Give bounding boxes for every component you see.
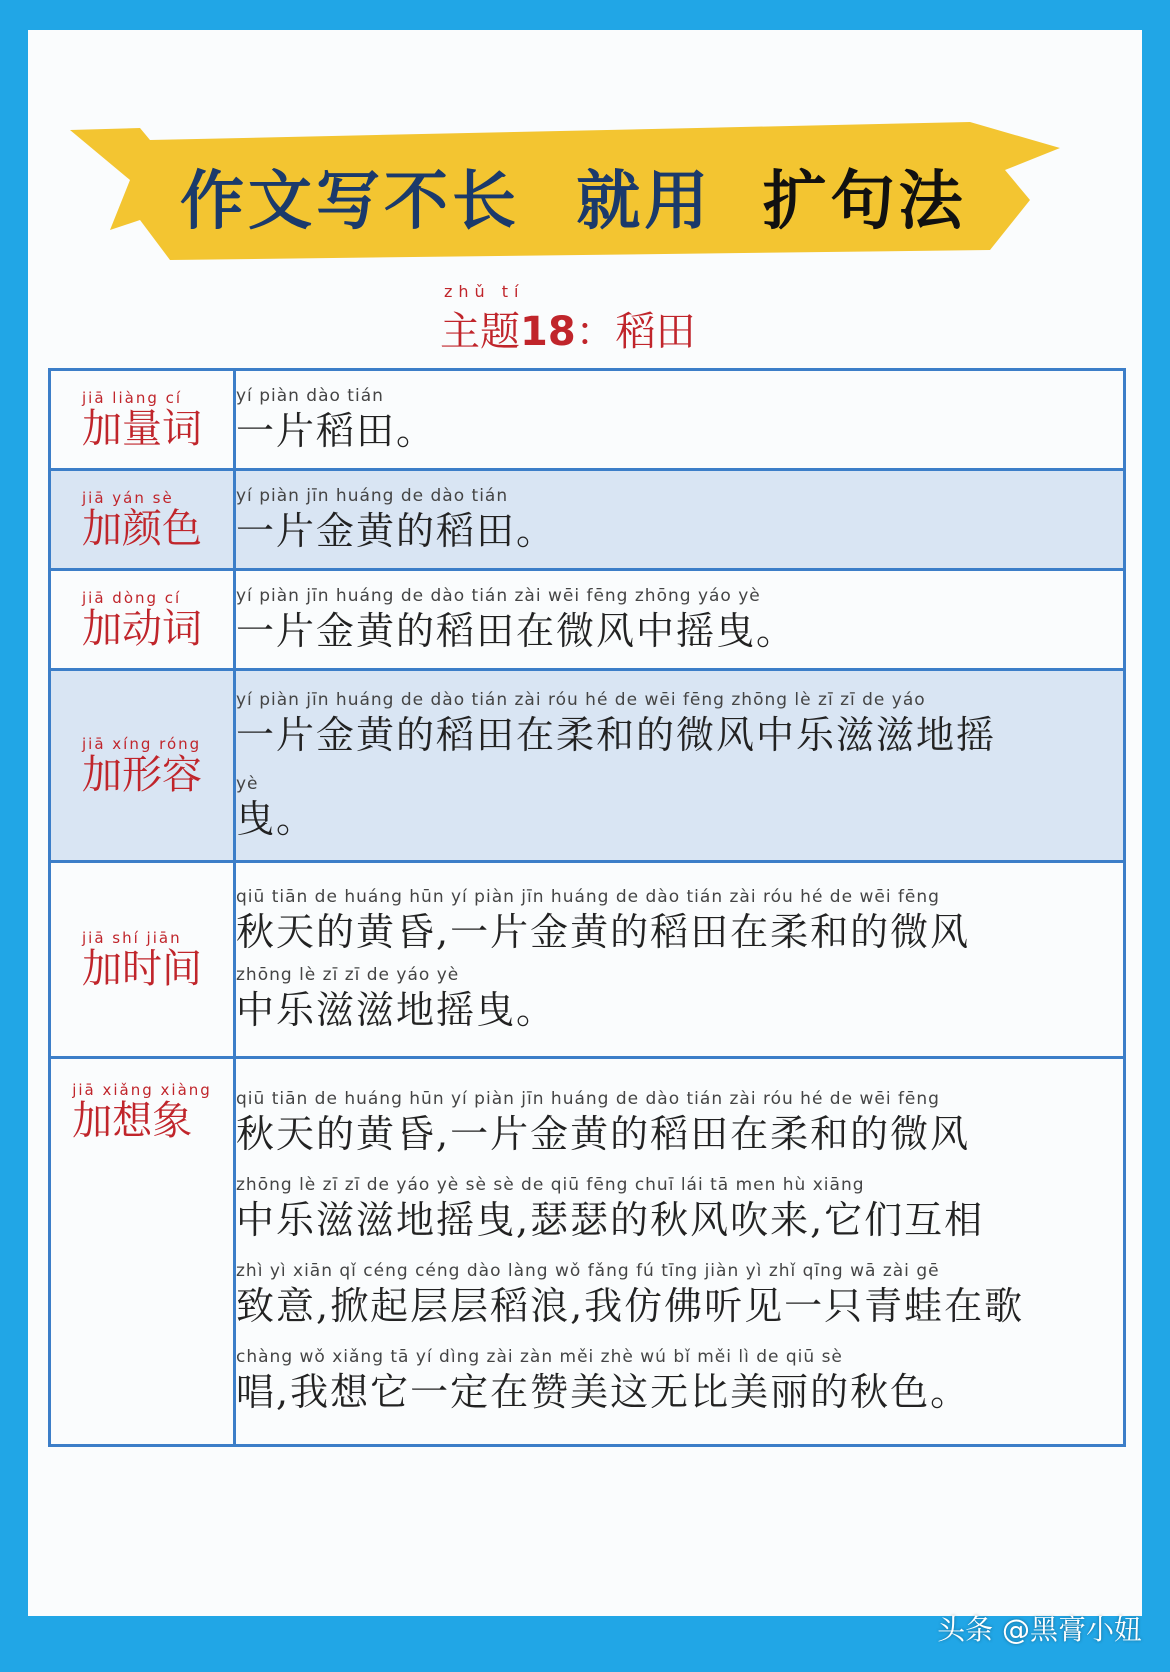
label-text: 加动词 [82, 605, 202, 652]
row-content-cell [235, 470, 1125, 570]
line-pinyin: yí piàn jīn huáng de dào tián [236, 485, 509, 506]
row-content-cell [235, 862, 1125, 1058]
line-text: 曳。 [236, 796, 317, 841]
table-row [50, 862, 1125, 1058]
row-label-cell [50, 470, 235, 570]
line-pinyin: yí piàn dào tián [236, 385, 384, 406]
banner-title-part3: 扩句法 [762, 165, 967, 239]
row-label-cell [50, 670, 235, 862]
label-pinyin: jiā xíng róng [82, 734, 202, 753]
line-text: 一片稻田。 [236, 408, 437, 453]
label-pinyin: jiā shí jiān [82, 928, 182, 947]
line-text: 一片金黄的稻田在柔和的微风中乐滋滋地摇 [236, 712, 997, 757]
label-pinyin: jiā xiǎng xiàng [72, 1081, 212, 1099]
table-row [50, 470, 1125, 570]
line-text: 一片金黄的稻田在微风中摇曳。 [236, 608, 797, 653]
subtitle-text-a: 主题 [440, 309, 520, 355]
watermark: 头条 @黑膏小妞 [937, 1613, 1142, 1646]
row-content-cell [235, 370, 1125, 470]
row-label-cell [50, 370, 235, 470]
line-pinyin: yí piàn jīn huáng de dào tián zài róu hé de wēi fēng zhōng lè zī zī de yáo [236, 689, 926, 710]
row-label-cell [50, 570, 235, 670]
table-row [50, 670, 1125, 862]
line-text: 致意,掀起层层稻浪,我仿佛听见一只青蛙在歌 [236, 1283, 1025, 1328]
banner-title-part2: 就用 [576, 165, 713, 239]
label-text: 加形容 [82, 751, 202, 798]
banner-title [180, 150, 967, 242]
row-label-cell [50, 1058, 235, 1446]
row-content-cell [235, 570, 1125, 670]
label-pinyin: jiā yán sè [82, 488, 174, 507]
line-text: 秋天的黄昏,一片金黄的稻田在柔和的微风 [236, 909, 971, 954]
table-row [50, 370, 1125, 470]
line-pinyin: zhì yì xiān qǐ céng céng dào làng wǒ fǎng fú tīng jiàn yì zhǐ qīng wā zài gē [236, 1260, 940, 1281]
title-banner [70, 110, 1070, 270]
line-text: 唱,我想它一定在赞美这无比美丽的秋色。 [236, 1369, 971, 1414]
label-text: 加颜色 [82, 505, 202, 552]
line-pinyin: zhōng lè zī zī de yáo yè sè sè de qiū fēng chuī lái tā men hù xiāng [236, 1174, 865, 1195]
line-text: 中乐滋滋地摇曳。 [236, 987, 557, 1032]
subtitle-text [440, 300, 696, 357]
row-content-cell [235, 1058, 1125, 1446]
line-pinyin: chàng wǒ xiǎng tā yí dìng zài zàn měi zhè wú bǐ měi lì de qiū sè [236, 1346, 843, 1367]
subtitle-number: 18 [520, 309, 576, 355]
table-row [50, 570, 1125, 670]
label-pinyin: jiā dòng cí [82, 588, 182, 607]
line-text: 秋天的黄昏,一片金黄的稻田在柔和的微风 [236, 1111, 971, 1156]
line-text: 中乐滋滋地摇曳,瑟瑟的秋风吹来,它们互相 [236, 1197, 985, 1242]
line-pinyin: qiū tiān de huáng hūn yí piàn jīn huáng de dào tián zài róu hé de wēi fēng [236, 886, 940, 907]
line-pinyin: yè [236, 773, 259, 794]
label-text: 加想象 [72, 1098, 193, 1144]
subtitle-pinyin: zhǔ tí [444, 282, 525, 301]
expansion-table [48, 368, 1126, 1447]
subtitle-text-b: ：稻田 [575, 309, 696, 355]
row-label-cell [50, 862, 235, 1058]
table-row [50, 1058, 1125, 1446]
label-text: 加量词 [82, 405, 202, 452]
banner-title-part1: 作文写不长 [180, 165, 520, 239]
label-text: 加时间 [82, 945, 202, 992]
label-pinyin: jiā liàng cí [82, 388, 183, 407]
row-content-cell [235, 670, 1125, 862]
line-pinyin: zhōng lè zī zī de yáo yè [236, 964, 460, 985]
line-text: 一片金黄的稻田。 [236, 508, 557, 553]
line-pinyin: yí piàn jīn huáng de dào tián zài wēi fēng zhōng yáo yè [236, 585, 761, 606]
line-pinyin: qiū tiān de huáng hūn yí piàn jīn huáng de dào tián zài róu hé de wēi fēng [236, 1088, 940, 1109]
